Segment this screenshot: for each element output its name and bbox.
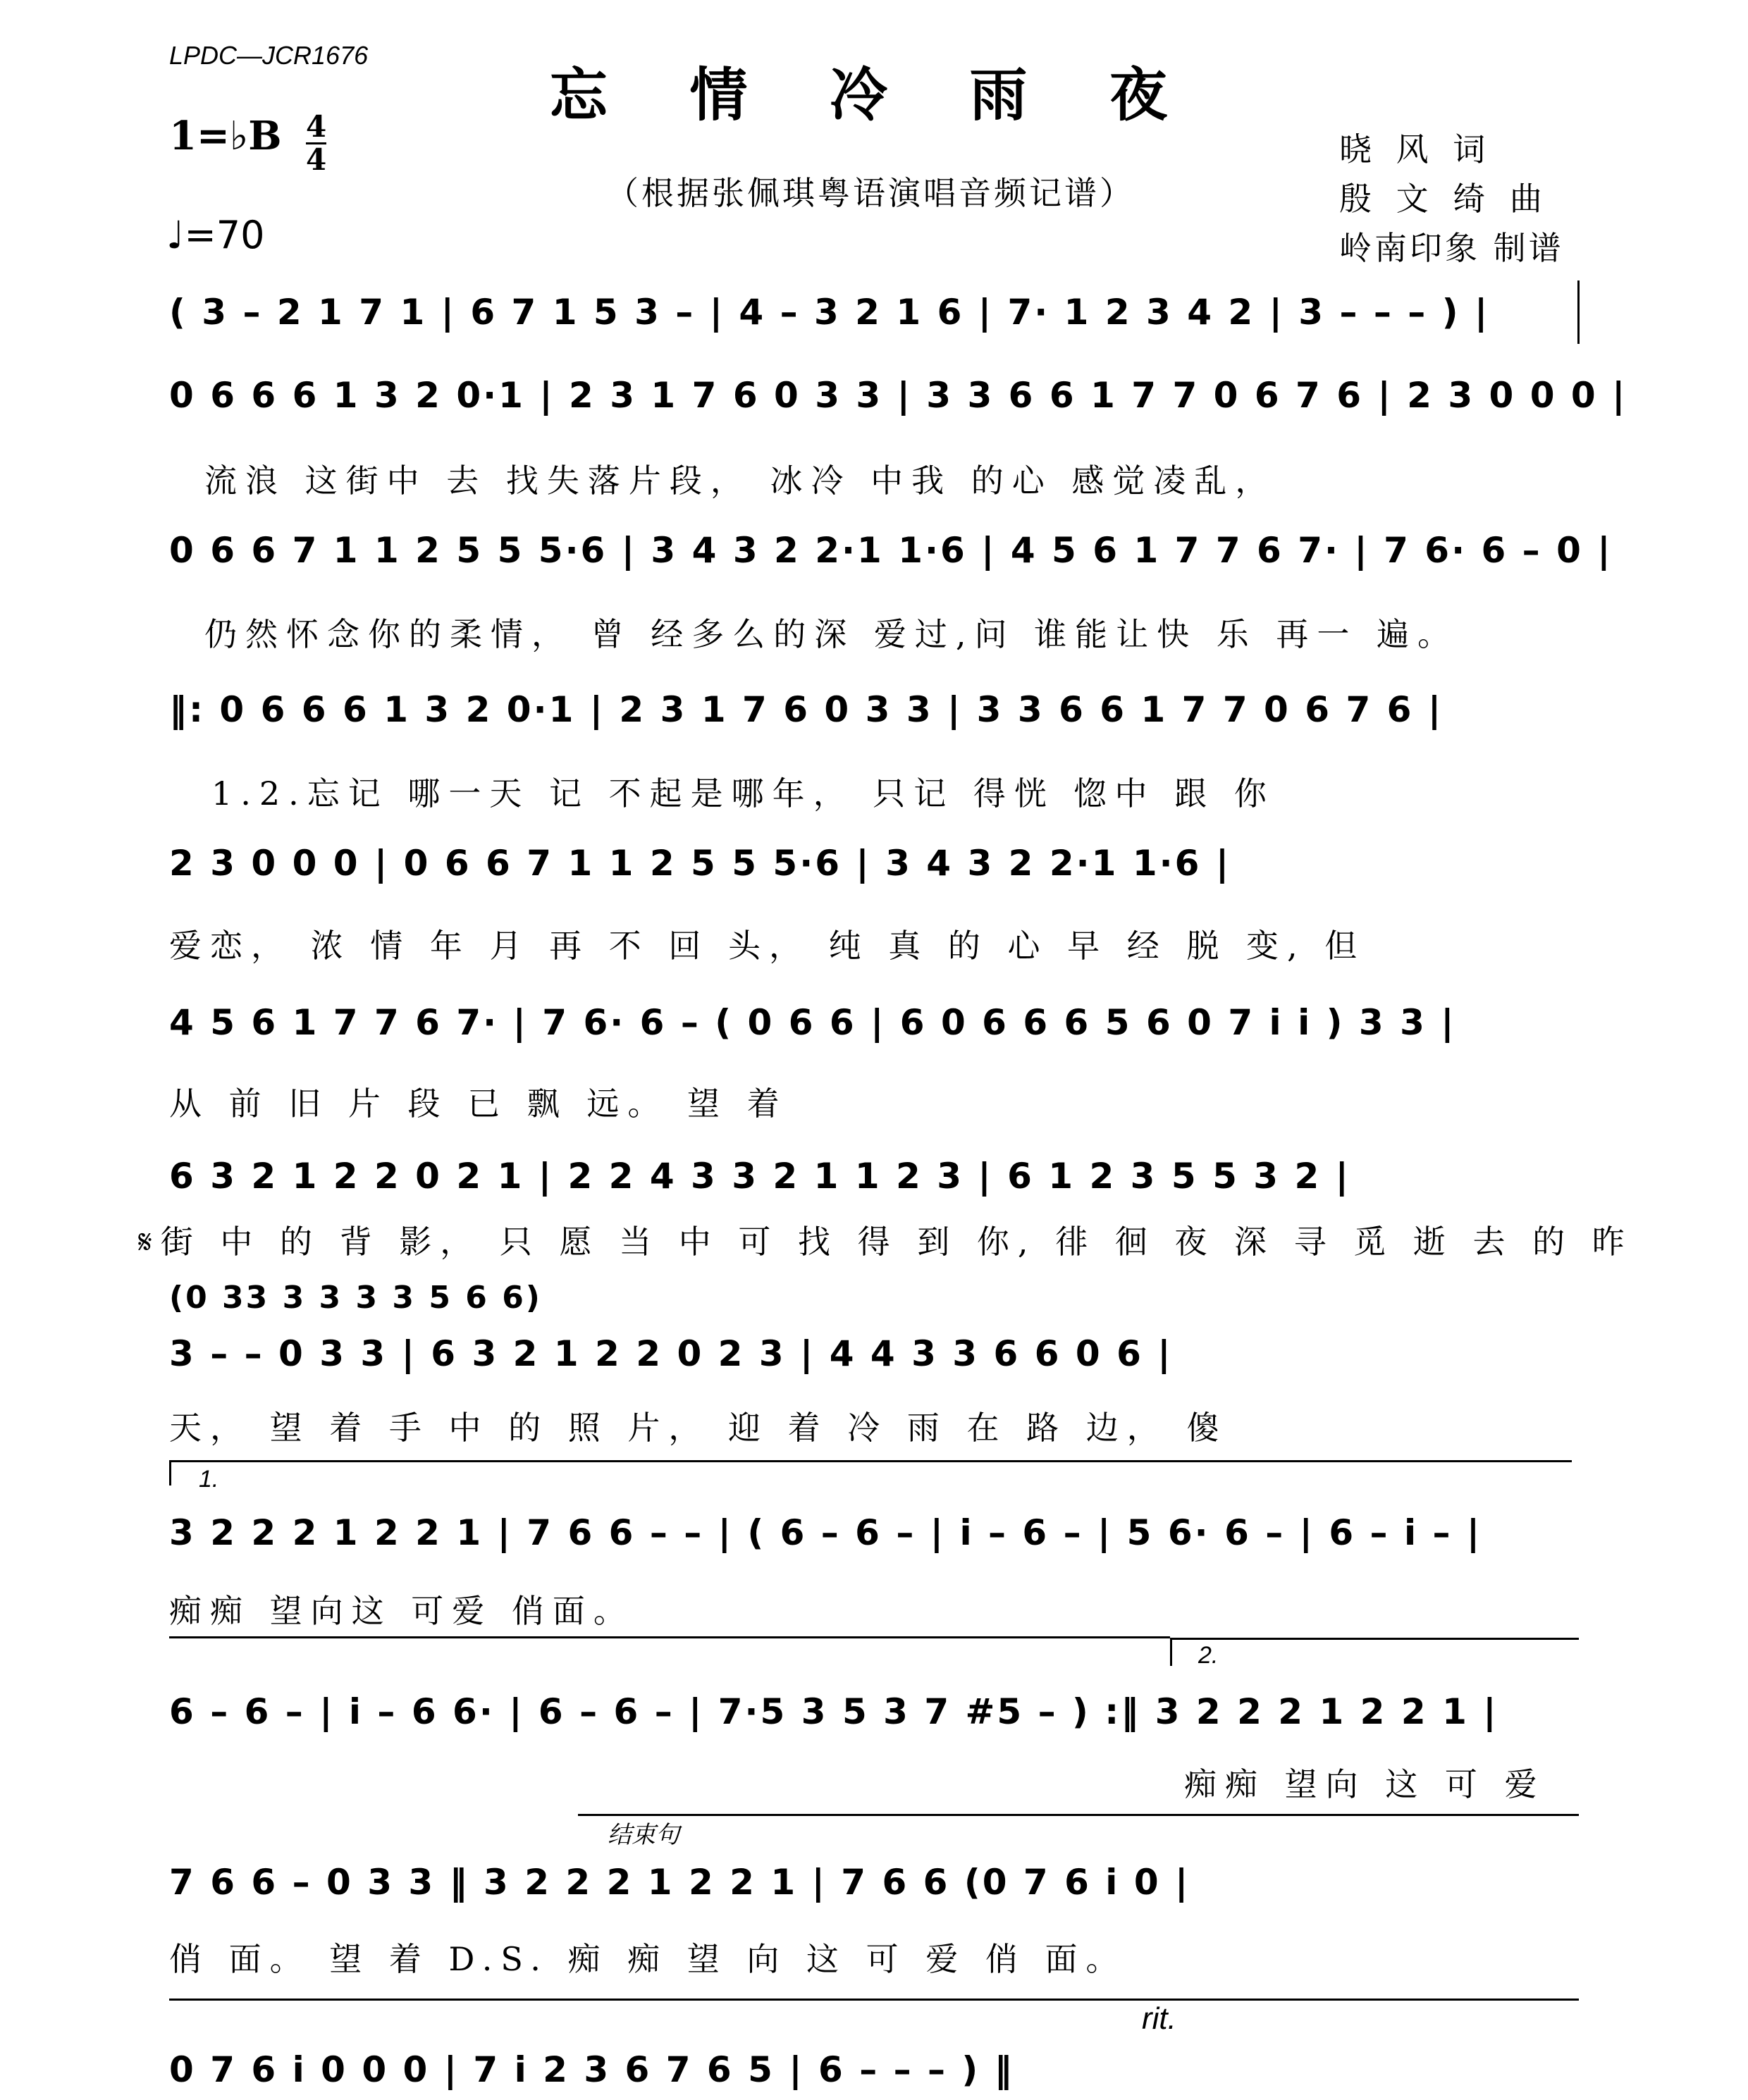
system-2-notes: 0 6 6 6 1 3 2 0·1 | 2 3 1 7 6 0 3 3 | 3 3 6 6 1 7 7 0 6 7 6 | 2 3 0 0 0 |	[169, 375, 1627, 416]
system-5-notes: 2 3 0 0 0 | 0 6 6 7 1 1 2 5 5 5·6 | 3 4 3 2 2·1 1·6 |	[169, 843, 1231, 884]
coda-label: 结束句	[608, 1822, 679, 1848]
system-10-notes: 6 – 6 – | i – 6 6· | 6 – 6 – | 7·5 3 5 3 7 #5 – ) :‖ 3 2 2 2 1 2 2 1 |	[169, 1691, 1498, 1732]
system-1-barline	[1577, 280, 1580, 344]
volta-2-bracket	[1170, 1638, 1579, 1640]
system-6-lyrics: 从 前 旧 片 段 已 飘 远。 望 着	[169, 1085, 788, 1123]
system-3-lyrics: 仍然怀念你的柔情， 曾 经多么的深 爱过,问 谁能让快 乐 再一 遍。	[204, 615, 1458, 653]
volta-1-end-line	[169, 1636, 1170, 1638]
system-4-lyrics: 1.2.忘记 哪一天 记 不起是哪年， 只记 得恍 惚中 跟 你	[211, 774, 1275, 813]
system-10-lyrics: 痴痴 望向 这 可 爱	[1184, 1765, 1546, 1803]
time-signature-denominator: 4	[306, 142, 327, 177]
system-12-top-line	[169, 1999, 1579, 2001]
time-signature	[306, 111, 326, 175]
coda-bracket	[578, 1814, 1579, 1816]
catalog-code: LPDC—JCR1676	[169, 41, 369, 70]
volta-1-bracket-left	[169, 1460, 171, 1486]
system-9-notes: 3 2 2 2 1 2 2 1 | 7 6 6 – – | ( 6 – 6 – | i – 6 – | 5 6· 6 – | 6 – i – |	[169, 1512, 1482, 1553]
key-signature: 1=♭B	[169, 113, 282, 159]
ritardando-mark: rit.	[1142, 2001, 1176, 2036]
volta-1-label: 1.	[199, 1466, 219, 1493]
system-8-lyrics: 天， 望 着 手 中 的 照 片， 迎 着 冷 雨 在 路 边， 傻	[169, 1409, 1228, 1447]
system-12-notes: 0 7 6 i 0 0 0 | 7 i 2 3 6 7 6 5 | 6 – – – ) ‖	[169, 2049, 1014, 2090]
song-title: 忘 情 冷 雨 夜	[549, 61, 1199, 129]
lyricist-credit: 晓 风 词	[1339, 130, 1493, 168]
system-7-lyrics: 𝄋街 中 的 背 影， 只 愿 当 中 可 找 得 到 你, 徘 徊 夜 深 寻 觅 逝 去 的 昨	[138, 1223, 1633, 1261]
system-2-lyrics: 流浪 这街中 去 找失落片段， 冰冷 中我 的心 感觉凌乱，	[204, 462, 1276, 500]
composer-credit: 殷 文 绮 曲	[1339, 180, 1549, 218]
system-9-lyrics: 痴痴 望向这 可爱 俏面。	[169, 1592, 634, 1630]
system-11-notes: 7 6 6 – 0 3 3 ‖ 3 2 2 2 1 2 2 1 | 7 6 6 (0 7 6 i 0 |	[169, 1862, 1190, 1903]
system-11-lyrics: 俏 面。 望 着 D.S. 痴 痴 望 向 这 可 爱 俏 面。	[169, 1940, 1127, 1978]
tempo-mark: ♩=70	[166, 213, 265, 257]
system-5-lyrics: 爱恋， 浓 情 年 月 再 不 回 头， 纯 真 的 心 早 经 脱 变, 但	[169, 927, 1366, 965]
arranger-credit: 岭南印象 制谱	[1339, 229, 1564, 267]
system-4-notes: ‖: 0 6 6 6 1 3 2 0·1 | 2 3 1 7 6 0 3 3 | 3 3 6 6 1 7 7 0 6 7 6 |	[169, 689, 1444, 730]
subtitle: （根据张佩琪粤语演唱音频记谱）	[606, 174, 1135, 212]
system-6-notes: 4 5 6 1 7 7 6 7· | 7 6· 6 – ( 0 6 6 | 6 0 6 6 6 5 6 0 7 i i ) 3 3 |	[169, 1002, 1456, 1043]
system-1-notes: ( 3 – 2 1 7 1 | 6 7 1 5 3 – | 4 – 3 2 1 6 | 7· 1 2 3 4 2 | 3 – – – ) |	[169, 292, 1490, 333]
volta-2-label: 2.	[1198, 1642, 1219, 1669]
volta-2-bracket-left	[1170, 1638, 1172, 1666]
system-3-notes: 0 6 6 7 1 1 2 5 5 5·6 | 3 4 3 2 2·1 1·6 | 4 5 6 1 7 7 6 7· | 7 6· 6 – 0 |	[169, 530, 1613, 571]
time-signature-numerator: 4	[306, 109, 327, 144]
system-7-notes: 6 3 2 1 2 2 0 2 1 | 2 2 4 3 3 2 1 1 2 3 | 6 1 2 3 5 5 3 2 |	[169, 1156, 1350, 1197]
system-8-pre-notes: (0 33 3 3 3 3 5 6 6)	[169, 1280, 542, 1316]
system-8-notes: 3 – – 0 3 3 | 6 3 2 1 2 2 0 2 3 | 4 4 3 3 6 6 0 6 |	[169, 1333, 1173, 1374]
volta-1-bracket	[169, 1460, 1572, 1462]
